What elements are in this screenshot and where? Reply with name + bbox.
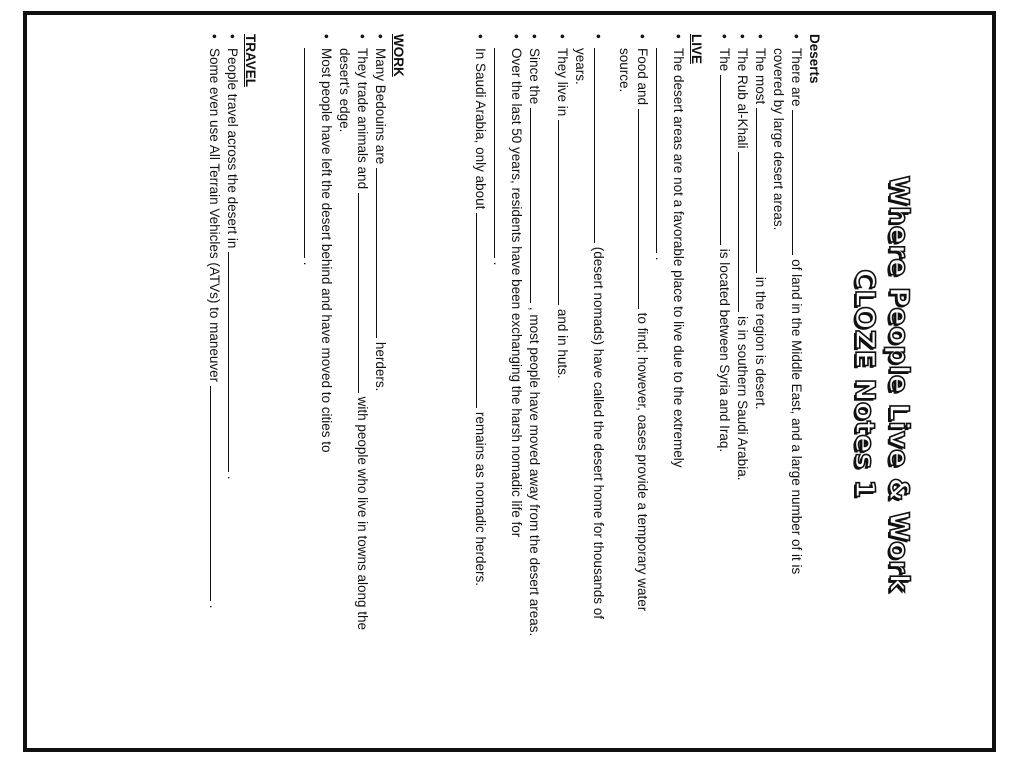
item-text: The [717, 48, 732, 72]
fill-blank[interactable] [210, 386, 223, 601]
item-text: remains as nomadic herders. [473, 411, 488, 586]
item-text: herders. [373, 341, 388, 392]
list-item [205, 34, 223, 724]
fill-blank[interactable] [476, 213, 489, 408]
item-text: They live in [555, 48, 570, 117]
list-item [353, 34, 371, 724]
fill-blank[interactable] [304, 48, 317, 258]
list-item [471, 34, 489, 724]
item-text: , most people have moved away from the desert areas. [527, 306, 542, 637]
item-text: is located between Syria and Iraq. [717, 248, 732, 453]
item-text: People travel across the desert in [225, 48, 240, 249]
item-text: Some even use All Terrain Vehicles (ATVs) to maneuver [207, 48, 222, 383]
item-text: Many Bedouins are [373, 48, 388, 165]
fill-blank[interactable] [530, 108, 543, 303]
list-item [223, 34, 241, 724]
item-text: The Rub al-Khali [735, 48, 750, 149]
item-text: of land in the Middle East, and a large number of it is [789, 259, 804, 575]
item-text: (desert nomads) have called the desert home for thousands of [591, 246, 606, 619]
fill-blank[interactable] [376, 168, 389, 338]
section-heading-travel: TRAVEL [243, 34, 258, 87]
section-heading-live: LIVE [689, 34, 704, 65]
list-item [633, 34, 651, 724]
section-heading-work: WORK [391, 34, 406, 77]
item-continuation [651, 48, 669, 261]
item-text: and in huts. [555, 308, 570, 379]
item-text: The most [753, 48, 768, 105]
list-item [733, 34, 751, 724]
list-item [669, 34, 687, 724]
fill-blank[interactable] [494, 48, 507, 258]
worksheet-title: Where People Live & Work [883, 175, 914, 593]
item-continuation: years. [573, 48, 588, 85]
item-text: In Saudi Arabia, only about [473, 48, 488, 210]
fill-blank[interactable] [720, 75, 733, 245]
title-block [847, 34, 915, 734]
list-item [553, 34, 571, 724]
list-item [507, 34, 525, 724]
list-item [787, 34, 805, 724]
worksheet-subtitle: CLOZE Notes 1 [849, 269, 880, 499]
item-continuation [489, 48, 507, 266]
list-item [589, 34, 607, 724]
item-text: Since the [527, 48, 542, 105]
list-item [715, 34, 733, 724]
item-text: . [653, 256, 668, 261]
fill-blank[interactable] [594, 48, 607, 243]
item-text: Food and [635, 48, 650, 106]
item-text: They trade animals and [355, 48, 370, 190]
list-item [751, 34, 769, 724]
item-text: with people who live in towns along the [355, 396, 370, 631]
item-text: The desert areas are not a favorable place to live due to the extremely [671, 48, 686, 468]
fill-blank[interactable] [638, 109, 651, 309]
item-continuation [299, 48, 317, 266]
fill-blank[interactable] [228, 252, 241, 472]
fill-blank[interactable] [756, 108, 769, 273]
section-heading-deserts: Deserts [807, 34, 822, 84]
list-item [317, 34, 335, 724]
fill-blank[interactable] [656, 48, 669, 253]
fill-blank[interactable] [558, 120, 571, 305]
item-text: Most people have left the desert behind and have moved to cities to [319, 48, 334, 453]
item-text: . [207, 604, 222, 609]
list-item [525, 34, 543, 724]
fill-blank[interactable] [792, 110, 805, 255]
item-text: is in southern Saudi Arabia. [735, 316, 750, 481]
item-text: in the region is desert. [753, 276, 768, 410]
fill-blank[interactable] [738, 152, 751, 312]
item-text: There are [789, 48, 804, 107]
item-text: Over the last 50 years, residents have been exchanging the harsh nomadic life for [509, 48, 524, 538]
item-continuation: covered by large desert areas. [771, 48, 786, 231]
item-text: . [225, 475, 240, 480]
rotated-worksheet [155, 34, 915, 734]
item-continuation: source. [617, 48, 632, 93]
item-continuation: desert's edge. [337, 48, 352, 133]
item-text: . [491, 261, 506, 266]
fill-blank[interactable] [358, 193, 371, 393]
item-text: to find; however, oases provide a temporary water [635, 312, 650, 612]
list-item [371, 34, 389, 724]
item-text: . [301, 261, 316, 266]
